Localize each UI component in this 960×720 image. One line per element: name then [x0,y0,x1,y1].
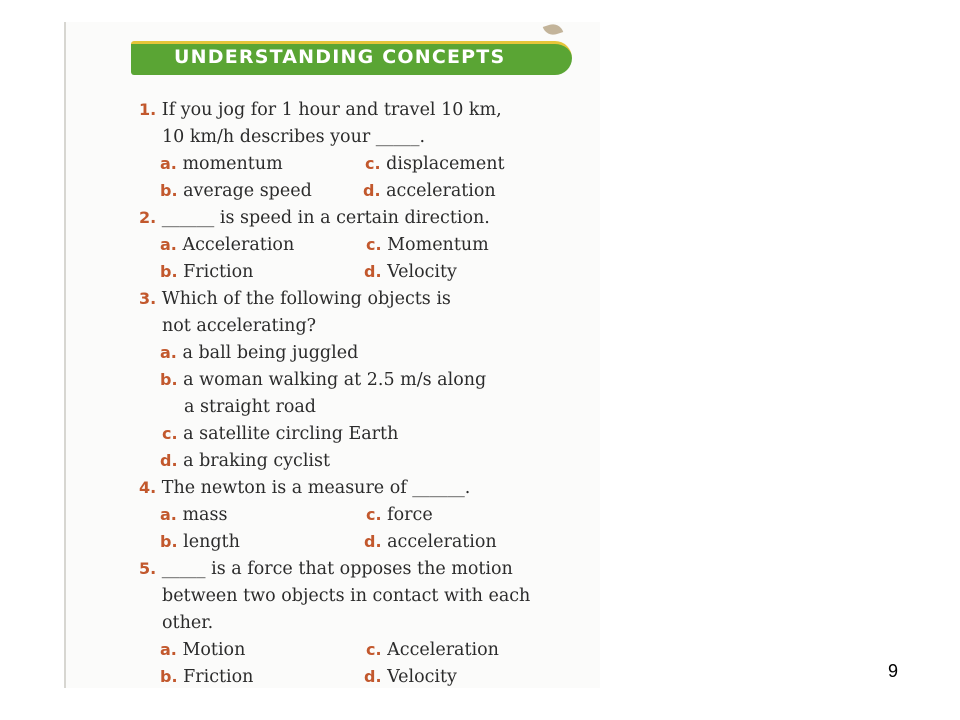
question-2-text-1: ______ is speed in a certain direction. [161,208,490,228]
question-1-text-1: If you jog for 1 hour and travel 10 km, [161,100,502,120]
option-text: displacement [386,154,505,174]
question-5-number: 5. [139,559,157,578]
option-text: a woman walking at 2.5 m/s along [183,370,487,390]
question-5-text-2: between two objects in contact with each [162,586,531,606]
question-3-option-d [160,451,330,471]
option-letter: a. [160,505,177,524]
question-5-option-d [364,667,457,687]
question-5-text-3: other. [162,613,214,633]
option-text: Acceleration [387,640,499,660]
question-3-line-1 [139,289,451,309]
option-text: Velocity [387,667,457,687]
question-3-line-2 [162,316,316,336]
question-4-option-b [160,532,240,552]
question-1-line-2 [162,127,425,147]
option-text: mass [182,505,228,525]
question-1-number: 1. [139,100,157,119]
question-1-line-1 [139,100,502,120]
option-letter: c. [366,235,382,254]
question-5-line-3 [162,613,213,633]
question-3-option-b-continued [184,397,316,417]
option-letter: b. [160,262,178,281]
question-3-option-c [162,424,398,444]
option-letter: c. [162,424,178,443]
question-2-option-c [366,235,489,255]
question-2-option-a [160,235,294,255]
option-letter: a. [160,343,177,362]
option-text: average speed [183,181,312,201]
option-text: Momentum [387,235,489,255]
option-letter: d. [364,262,382,281]
option-text: Motion [182,640,246,660]
question-1-option-c [365,154,505,174]
question-3-option-b [160,370,486,390]
question-2-option-b [160,262,253,282]
option-letter: d. [364,532,382,551]
question-1-option-b [160,181,312,201]
question-4-line-1 [139,478,470,498]
option-letter: c. [366,640,382,659]
option-text: a straight road [184,397,317,417]
option-text: a satellite circling Earth [183,424,399,444]
option-letter: b. [160,370,178,389]
question-5-text-1: _____ is a force that opposes the motion [161,559,513,579]
option-text: acceleration [387,532,497,552]
question-3-text-1: Which of the following objects is [161,289,451,309]
option-text: a braking cyclist [183,451,331,471]
question-5-option-a [160,640,245,660]
question-2-line-1 [139,208,490,228]
question-4-option-a [160,505,227,525]
option-text: acceleration [386,181,496,201]
question-2-option-d [364,262,457,282]
question-1-option-d [363,181,496,201]
question-4-option-c [366,505,433,525]
option-text: momentum [182,154,283,174]
question-2-number: 2. [139,208,157,227]
option-letter: d. [160,451,178,470]
option-letter: b. [160,532,178,551]
option-text: Friction [183,667,254,687]
option-letter: a. [160,154,177,173]
option-letter: b. [160,667,178,686]
question-5-line-1 [139,559,513,579]
option-letter: c. [366,505,382,524]
option-text: a ball being juggled [182,343,359,363]
question-4-option-d [364,532,497,552]
question-4-number: 4. [139,478,157,497]
option-letter: d. [363,181,381,200]
question-3-text-2: not accelerating? [162,316,317,336]
page-number: 9 [888,661,899,681]
question-4-text-1: The newton is a measure of ______. [161,478,471,498]
question-5-option-c [366,640,499,660]
question-1-text-2: 10 km/h describes your _____. [162,127,426,147]
option-letter: c. [365,154,381,173]
option-text: force [387,505,433,525]
option-letter: d. [364,667,382,686]
section-title: UNDERSTANDING CONCEPTS [174,46,506,68]
option-letter: a. [160,640,177,659]
option-text: length [183,532,240,552]
option-letter: a. [160,235,177,254]
option-text: Velocity [387,262,457,282]
question-5-line-2 [162,586,530,606]
option-text: Acceleration [182,235,295,255]
option-letter: b. [160,181,178,200]
option-text: Friction [183,262,254,282]
question-3-number: 3. [139,289,157,308]
question-3-option-a [160,343,358,363]
question-5-option-b [160,667,253,687]
question-1-option-a [160,154,283,174]
